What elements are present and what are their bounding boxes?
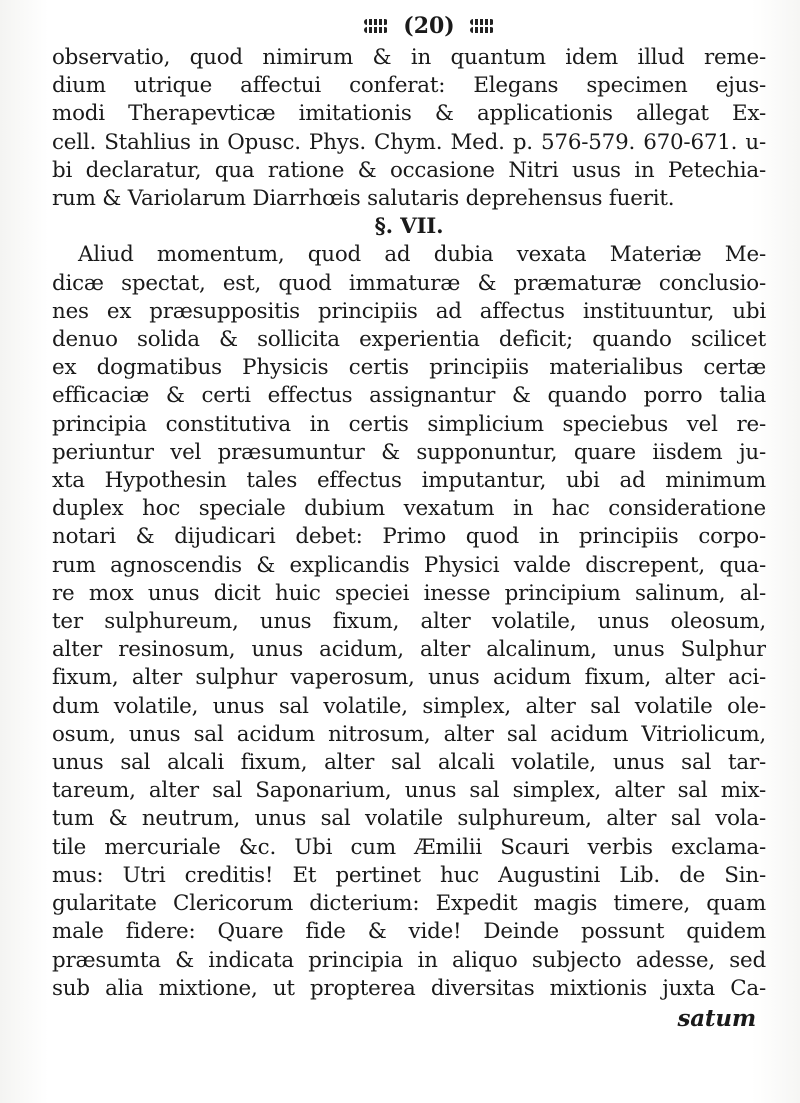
text-line: bi declaratur, qua ratione & occasione Nitri usus in Petechia- — [52, 157, 766, 183]
text-line: rum agnoscendis & explicandis Physici valde discrepent, qua- — [52, 552, 766, 578]
text-line: xta Hypothesin tales effectus imputantur, ubi ad minimum — [52, 468, 766, 494]
text-line: mus: Utri creditis! Et pertinet huc Augustini Lib. de Sin- — [52, 862, 766, 888]
text-line: efficaciæ & certi effectus assignantur & quando porro talia — [52, 383, 766, 409]
text-line: nes ex præsuppositis principiis ad affectus instituuntur, ubi — [52, 298, 766, 324]
text-line: dicæ spectat, est, quod immaturæ & præmaturæ conclusio- — [52, 270, 766, 296]
catchword: satum — [677, 1004, 756, 1032]
text-line: unus sal alcali fixum, alter sal alcali volatile, unus sal tar- — [52, 750, 766, 776]
text-line: ex dogmatibus Physicis certis principiis materialibus certæ — [52, 355, 766, 381]
text-line: cell. Stahlius in Opusc. Phys. Chym. Med. p. 576-579. 670-671. u- — [52, 129, 766, 155]
text-line: denuo solida & sollicita experientia deficit; quando scilicet — [52, 327, 766, 353]
text-line: præsumta & indicata principia in aliquo subjecto adesse, sed — [52, 947, 766, 973]
section-heading: §. VII. — [374, 214, 444, 240]
text-line: tareum, alter sal Saponarium, unus sal simplex, alter sal mix- — [52, 778, 766, 804]
text-line: alter resinosum, unus acidum, alter alcalinum, unus Sulphur — [52, 637, 766, 663]
text-line: dium utrique affectui conferat: Elegans specimen ejus- — [52, 73, 766, 99]
text-line: principia constitutiva in certis simplicium speciebus vel re- — [52, 411, 766, 437]
text-line: tum & neutrum, unus sal volatile sulphureum, alter sal vola- — [52, 806, 766, 832]
text-line: tile mercuriale &c. Ubi cum Æmilii Scauri verbis exclama- — [52, 834, 766, 860]
text-line: fixum, alter sulphur vaperosum, unus acidum fixum, alter aci- — [52, 665, 766, 691]
page-header — [92, 8, 766, 44]
text-line: osum, unus sal acidum nitrosum, alter sal acidum Vitriolicum, — [52, 721, 766, 747]
text-line: dum volatile, unus sal volatile, simplex, alter sal volatile ole- — [52, 693, 766, 719]
text-line: observatio, quod nimirum & in quantum idem illud reme- — [52, 45, 766, 70]
text-line: gularitate Clericorum dicterium: Expedit magis timere, quam — [52, 891, 766, 917]
text-line: male fidere: Quare fide & vide! Deinde possunt quidem — [52, 919, 766, 945]
text-line: Aliud momentum, quod ad dubia vexata Materiæ Me- — [78, 242, 766, 268]
text-line: sub alia mixtione, ut propterea diversitas mixtionis juxta Ca- — [52, 975, 766, 1001]
ornament-right-icon — [467, 16, 497, 36]
text-line: periuntur vel præsumuntur & supponuntur, quare iisdem ju- — [52, 439, 766, 465]
text-line: re mox unus dicit huic speciei inesse principium salinum, al- — [52, 580, 766, 606]
body-text — [52, 44, 766, 1033]
text-line: duplex hoc speciale dubium vexatum in hac consideratione — [52, 496, 766, 522]
text-line: rum & Variolarum Diarrhœis salutaris deprehensus fuerit. — [52, 186, 675, 212]
text-line: modi Therapevticæ imitationis & applicationis allegat Ex- — [52, 101, 766, 127]
text-line: notari & dijudicari debet: Primo quod in principiis corpo- — [52, 524, 766, 550]
ornament-left-icon — [361, 16, 391, 36]
text-line: ter sulphureum, unus fixum, alter volatile, unus oleosum, — [52, 609, 766, 635]
page-number: (20) — [403, 13, 455, 39]
